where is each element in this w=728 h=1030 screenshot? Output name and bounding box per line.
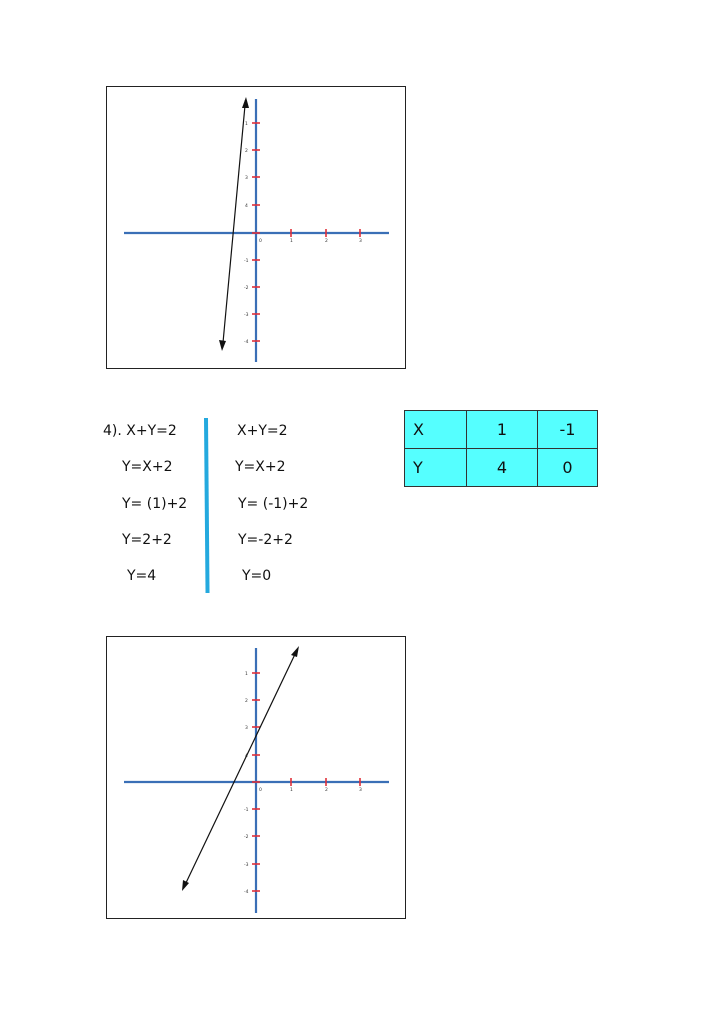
arrowhead-bottom [219, 340, 226, 351]
y-label-pos-2: 2 [245, 699, 248, 704]
x-label-1: 1 [290, 788, 293, 793]
divider-line [204, 418, 210, 593]
graph-bottom-svg [107, 637, 407, 920]
work-right-line-2: Y=X+2 [235, 459, 286, 475]
y-label-pos-1: 1 [245, 122, 248, 127]
y-label-neg-3: -3 [244, 313, 249, 318]
table-cell-x-2: -1 [538, 411, 598, 449]
y-label-pos-2: 2 [245, 149, 248, 154]
x-label-0: 0 [259, 788, 262, 793]
arrowhead-top [242, 97, 249, 108]
x-label-3: 3 [359, 239, 362, 244]
table-label-x: X [405, 411, 467, 449]
work-left-line-2: Y=X+2 [122, 459, 173, 475]
y-label-neg-4: -4 [244, 340, 249, 345]
work-right-line-3: Y= (-1)+2 [238, 496, 309, 512]
graph-top-svg [107, 87, 407, 370]
table-cell-x-1: 1 [467, 411, 538, 449]
work-left-line-5: Y=4 [127, 568, 157, 584]
work-right-line-5: Y=0 [242, 568, 272, 584]
y-label-neg-1: -1 [244, 259, 249, 264]
plotted-line [223, 100, 246, 348]
table-row-x [405, 411, 598, 449]
y-label-neg-2: -2 [244, 835, 249, 840]
work-left-line-4: Y=2+2 [122, 532, 172, 548]
y-label-pos-4: 4 [245, 204, 248, 209]
x-label-0: 0 [259, 239, 262, 244]
y-label-neg-4: -4 [244, 890, 249, 895]
x-label-1: 1 [290, 239, 293, 244]
graph-bottom [106, 636, 406, 919]
y-label-neg-2: -2 [244, 286, 249, 291]
x-label-2: 2 [325, 239, 328, 244]
work-right-line-1: X+Y=2 [237, 423, 288, 439]
plotted-line [184, 650, 297, 887]
work-left-line-1: 4). X+Y=2 [103, 423, 177, 439]
arrowhead-bottom [182, 880, 189, 891]
graph-top [106, 86, 406, 369]
x-label-3: 3 [359, 788, 362, 793]
y-label-pos-3: 3 [245, 726, 248, 731]
y-label-pos-3: 3 [245, 176, 248, 181]
table-cell-y-1: 4 [467, 449, 538, 487]
work-left-line-3: Y= (1)+2 [122, 496, 188, 512]
x-label-2: 2 [325, 788, 328, 793]
table-row-y [405, 449, 598, 487]
table-cell-y-2: 0 [538, 449, 598, 487]
work-right-line-4: Y=-2+2 [238, 532, 293, 548]
y-label-neg-1: -1 [244, 808, 249, 813]
xy-table [404, 410, 598, 487]
arrowhead-top [291, 646, 299, 657]
table-label-y: Y [405, 449, 467, 487]
y-label-neg-3: -3 [244, 863, 249, 868]
y-label-pos-1: 1 [245, 672, 248, 677]
